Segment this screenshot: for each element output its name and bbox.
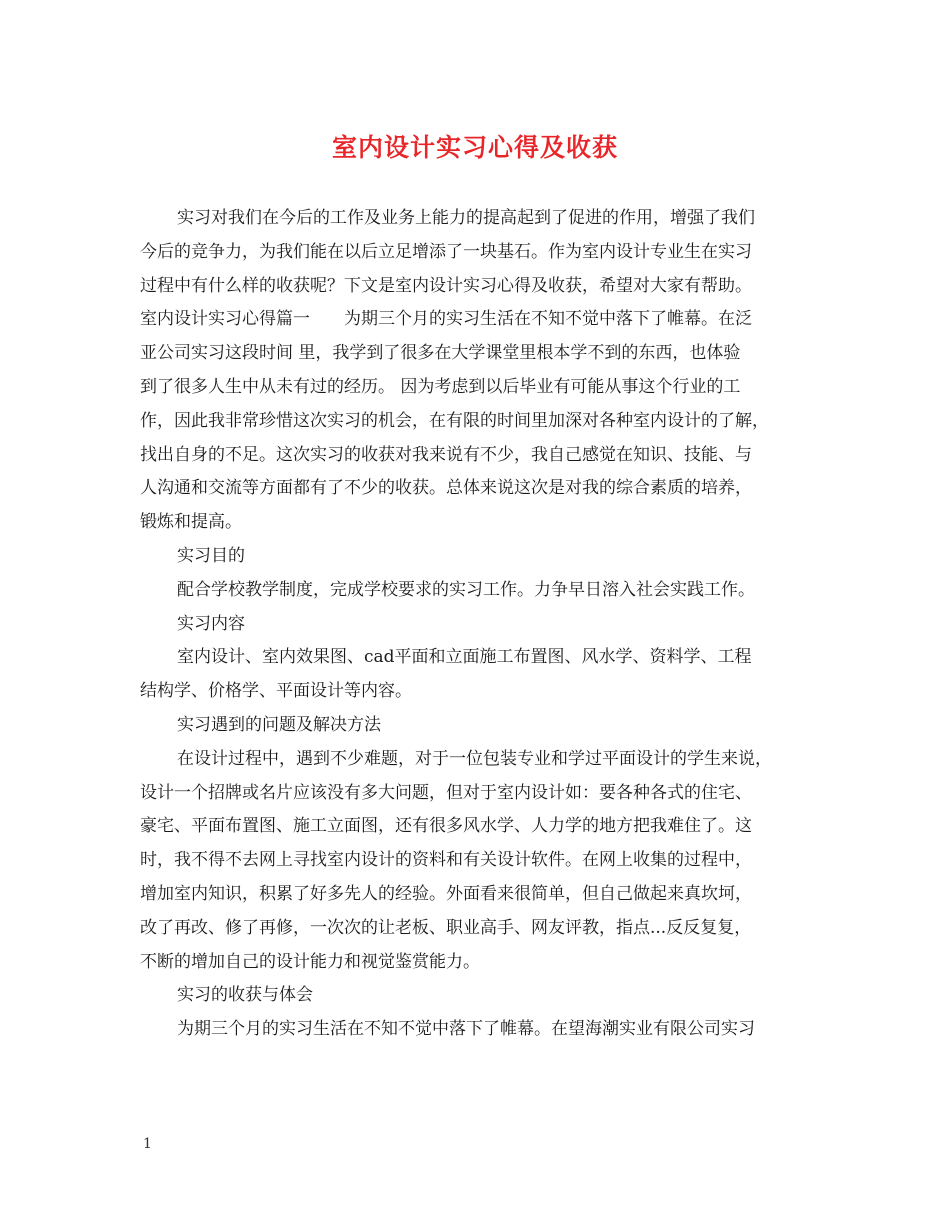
text-line: 室内设计、室内效果图、cad平面和立面施工布置图、风水学、资料学、工程 (177, 647, 752, 668)
text-line: 不断的增加自己的设计能力和视觉鉴赏能力。 (140, 951, 480, 972)
text-line: 过程中有什么样的收获呢？下文是室内设计实习心得及收获，希望对大家有帮助。 (140, 275, 752, 296)
text-line: 室内设计实习心得篇一 为期三个月的实习生活在不知不觉中落下了帷幕。在泛 (140, 309, 752, 330)
page-number: 1 (143, 1136, 152, 1152)
text-line: 增加室内知识，积累了好多先人的经验。外面看来很简单，但自己做起来真坎坷， (140, 883, 752, 904)
text-line: 改了再改、修了再修，一次次的让老板、职业高手、网友评教，指点...反反复复， (140, 917, 752, 938)
text-line: 实习内容 (177, 613, 245, 634)
text-line: 亚公司实习这段时间 里，我学到了很多在大学课堂里根本学不到的东西，也体验 (140, 343, 741, 364)
text-line: 豪宅、平面布置图、施工立面图，还有很多风水学、人力学的地方把我难住了。这 (140, 816, 752, 837)
text-line: 配合学校教学制度，完成学校要求的实习工作。力争早日溶入社会实践工作。 (177, 579, 755, 600)
text-line: 实习遇到的问题及解决方法 (177, 714, 381, 735)
text-line: 时，我不得不去网上寻找室内设计的资料和有关设计软件。在网上收集的过程中， (140, 850, 752, 871)
document-title: 室内设计实习心得及收获 (331, 133, 618, 162)
document-body (140, 202, 820, 1047)
text-line: 实习对我们在今后的工作及业务上能力的提高起到了促进的作用，增强了我们 (177, 208, 755, 228)
text-line: 为期三个月的实习生活在不知不觉中落下了帷幕。在望海潮实业有限公司实习 (177, 1019, 755, 1040)
text-line: 在设计过程中，遇到不少难题，对于一位包装专业和学过平面设计的学生来说， (177, 748, 772, 769)
text-line: 到了很多人生中从未有过的经历。 因为考虑到以后毕业有可能从事这个行业的工 (140, 376, 741, 397)
text-line: 实习目的 (177, 545, 245, 566)
text-line: 锻炼和提高。 (140, 512, 242, 533)
text-line: 实习的收获与体会 (177, 985, 313, 1006)
text-line: 人沟通和交流等方面都有了不少的收获。总体来说这次是对我的综合素质的培养， (140, 478, 752, 499)
text-line: 结构学、价格学、平面设计等内容。 (140, 681, 412, 702)
text-line: 找出自身的不足。这次实习的收获对我来说有不少，我自己感觉在知识、技能、与 (140, 444, 752, 465)
text-line: 作，因此我非常珍惜这次实习的机会，在有限的时间里加深对各种室内设计的了解， (140, 410, 769, 431)
text-line: 设计一个招牌或名片应该没有多大问题，但对于室内设计如：要各种各式的住宅、 (140, 782, 752, 803)
text-line: 今后的竞争力，为我们能在以后立足增添了一块基石。作为室内设计专业生在实习 (140, 241, 752, 262)
